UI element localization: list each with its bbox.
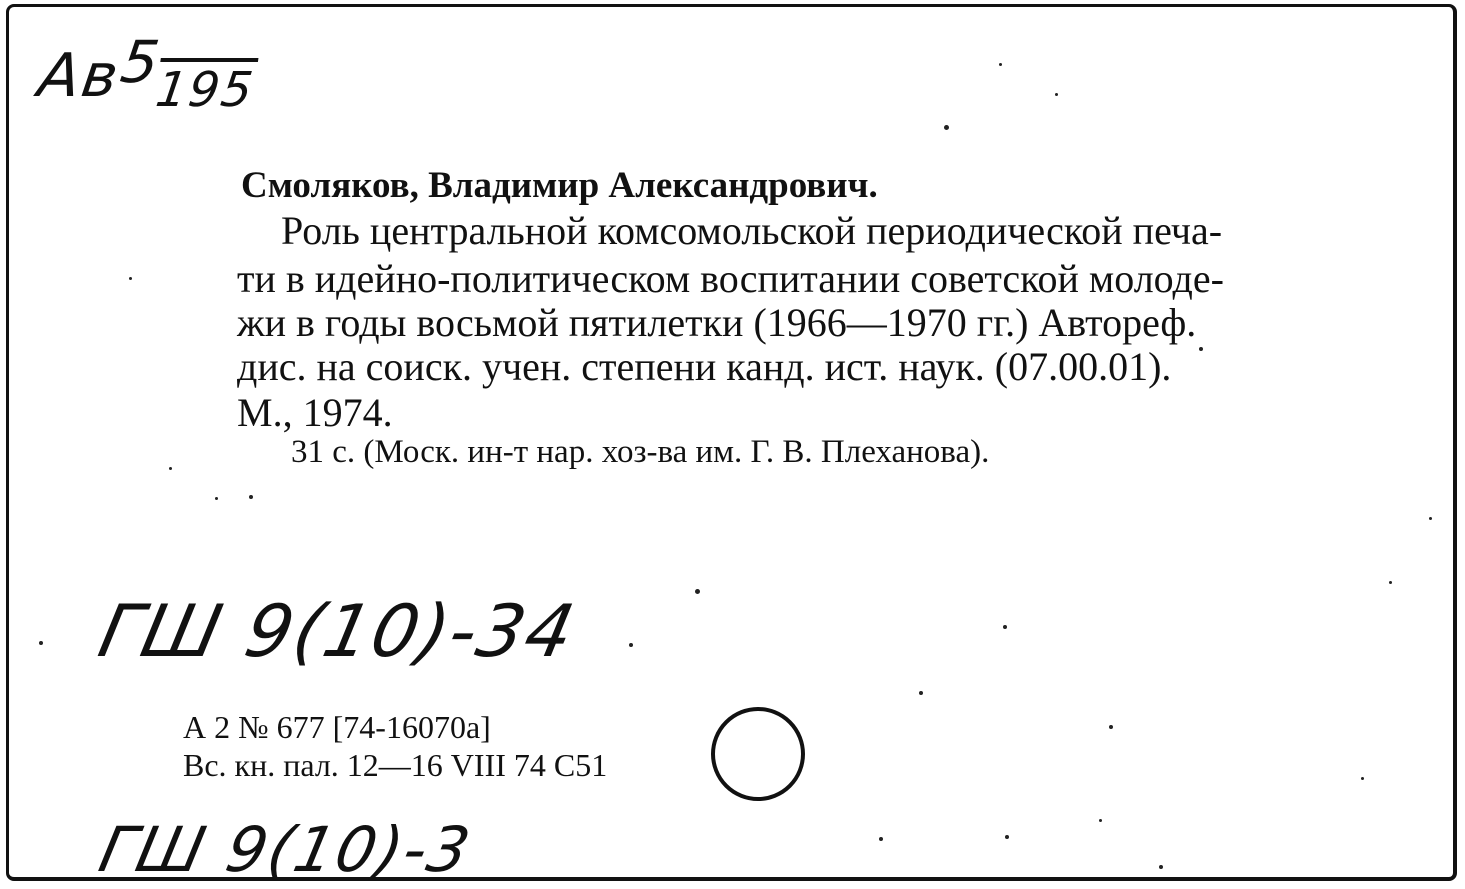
print-speck (1005, 835, 1009, 839)
handwritten-classification-code: ГШ 9(10)-34 (92, 589, 584, 673)
publication-number: А 2 № 677 [74-16070а] (183, 709, 491, 745)
title-line: дис. на соиск. учен. степени канд. ист. наук. (07.00.01). (237, 344, 1172, 389)
title-line: жи в годы восьмой пятилетки (1966—1970 гг.) Автореф. (237, 300, 1197, 345)
print-speck (999, 63, 1002, 66)
print-speck (919, 691, 923, 695)
title-line: М., 1974. (237, 390, 393, 435)
stamp-circle-icon (711, 707, 805, 801)
print-speck (1003, 625, 1007, 629)
print-speck (629, 643, 633, 647)
chamber-record: Вс. кн. пал. 12—16 VIII 74 С51 (183, 747, 608, 783)
print-speck (1361, 777, 1364, 780)
handwritten-classification-code-2: ГШ 9(10)-3 (93, 813, 478, 886)
print-speck (1389, 581, 1392, 584)
print-speck (1099, 819, 1102, 822)
print-speck (1199, 347, 1203, 351)
print-speck (169, 467, 172, 470)
handwritten-shelf-mark: Ав5195 (34, 28, 258, 118)
print-speck (879, 837, 883, 841)
print-speck (695, 589, 700, 594)
title-line: Роль центральной комсомольской периодической печа- (281, 208, 1223, 253)
print-speck (1429, 517, 1432, 520)
print-speck (215, 497, 218, 500)
print-speck (249, 495, 253, 499)
author-heading: Смоляков, Владимир Александрович. (241, 165, 878, 206)
print-speck (129, 277, 132, 280)
print-speck (1055, 93, 1058, 96)
print-speck (944, 125, 949, 130)
catalog-card (6, 4, 1457, 886)
print-speck (39, 641, 43, 645)
print-speck (1159, 865, 1163, 869)
pages-and-institution: 31 с. (Моск. ин-т нар. хоз-ва им. Г. В. Плеханова). (291, 434, 990, 470)
print-speck (1109, 725, 1113, 729)
title-line: ти в идейно-политическом воспитании советской молоде- (237, 256, 1224, 301)
